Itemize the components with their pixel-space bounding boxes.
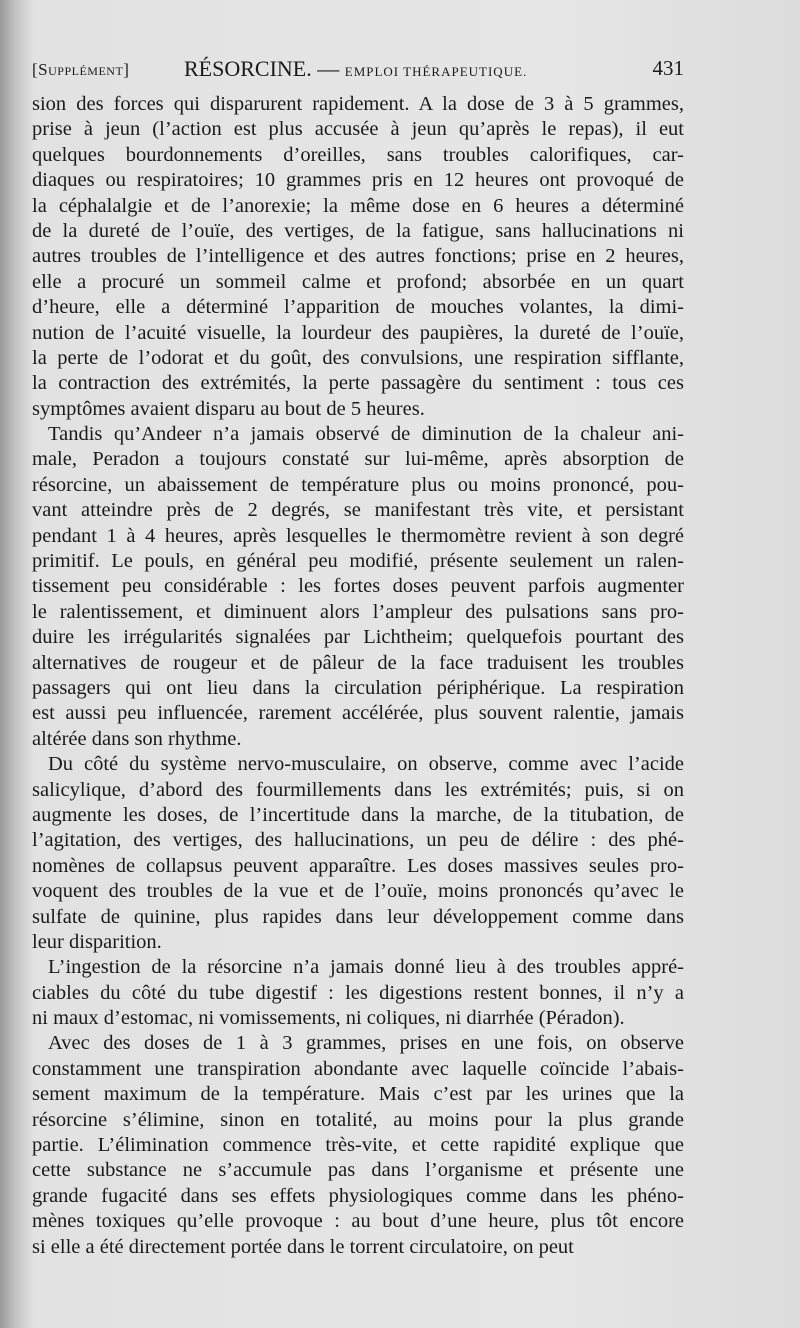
- text-line: grande fugacité dans ses effets physiologiques comme dans les phéno-: [32, 1184, 684, 1207]
- text-line: tissement peu considérable : les fortes doses peuvent parfois augmenter: [32, 575, 684, 598]
- text-line: diaques ou respiratoires; 10 grammes pris en 12 heures ont provoqué de: [32, 169, 684, 192]
- text-line: résorcine s’élimine, sinon en totalité, au moins pour la plus grande: [32, 1108, 684, 1131]
- text-line: la céphalalgie et de l’anorexie; la même dose en 6 heures a déterminé: [32, 194, 684, 217]
- text-line: leur disparition.: [32, 930, 162, 953]
- text-line: le ralentissement, et diminuent alors l’ampleur des pulsations sans pro-: [32, 600, 684, 623]
- page-number: 431: [652, 56, 684, 80]
- text-line: partie. L’élimination commence très-vite, et cette rapidité explique que: [32, 1134, 684, 1157]
- text-line: quelques bourdonnements d’oreilles, sans troubles calorifiques, car-: [32, 143, 684, 166]
- text-line: sion des forces qui disparurent rapidement. A la dose de 3 à 5 grammes,: [32, 93, 684, 115]
- paragraph: [32, 752, 684, 955]
- text-line: constamment une transpiration abondante avec laquelle coïncide l’abais-: [32, 1057, 684, 1080]
- text-line: salicylique, d’abord des fourmillements dans les extrémités; puis, si on: [32, 778, 684, 801]
- running-title-main: RÉSORCINE. —: [184, 56, 345, 81]
- text-line: l’agitation, des vertiges, des hallucinations, un peu de délire : des phé-: [32, 829, 684, 852]
- text-line: prise à jeun (l’action est plus accusée à jeun qu’après le repas), il eut: [32, 118, 684, 141]
- text-line: ciables du côté du tube digestif : les digestions restent bonnes, il n’y a: [32, 981, 684, 1004]
- text-line: Avec des doses de 1 à 3 grammes, prises en une fois, on observe: [48, 1032, 684, 1055]
- text-line: mènes toxiques qu’elle provoque : au bout d’une heure, plus tôt encore: [32, 1210, 684, 1233]
- text-line: sulfate de quinine, plus rapides dans leur développement comme dans: [32, 905, 684, 928]
- text-line: elle a procuré un sommeil calme et profond; absorbée en un quart: [32, 270, 684, 293]
- text-line: si elle a été directement portée dans le torrent circulatoire, on peut: [32, 1235, 574, 1258]
- running-title-sub: EMPLOI THÉRAPEUTIQUE.: [344, 64, 528, 79]
- paragraph: [32, 955, 684, 1031]
- running-header: [32, 56, 684, 86]
- text-line: est aussi peu influencée, rarement accélérée, plus souvent ralentie, jamais: [32, 702, 684, 725]
- text-line: nomènes de collapsus peuvent apparaître. Les doses massives seules pro-: [32, 854, 684, 877]
- text-line: la contraction des extrémités, la perte passagère du sentiment : tous ces: [32, 372, 684, 395]
- text-line: sement maximum de la température. Mais c’est par les urines que la: [32, 1083, 684, 1106]
- text-line: augmente les doses, de l’incertitude dans la marche, de la titubation, de: [32, 803, 684, 826]
- text-line: alternatives de rougeur et de pâleur de la face traduisent les troubles: [32, 651, 684, 674]
- text-line: symptômes avaient disparu au bout de 5 heures.: [32, 397, 425, 420]
- text-line: autres troubles de l’intelligence et des autres fonctions; prise en 2 heures,: [32, 245, 684, 268]
- paragraph: [32, 422, 684, 752]
- text-line: altérée dans son rhythme.: [32, 727, 242, 750]
- text-line: male, Peradon a toujours constaté sur lui-même, après absorption de: [32, 448, 684, 471]
- text-line: la perte de l’odorat et du goût, des convulsions, une respiration sifflante,: [32, 346, 684, 369]
- text-line: passagers qui ont lieu dans la circulation périphérique. La respiration: [32, 676, 684, 699]
- text-line: ni maux d’estomac, ni vomissements, ni coliques, ni diarrhée (Péradon).: [32, 1007, 625, 1030]
- text-line: vant atteindre près de 2 degrés, se manifestant très vite, et persistant: [32, 499, 684, 522]
- text-line: résorcine, un abaissement de température plus ou moins prononcé, pou-: [32, 473, 684, 496]
- body-text: [32, 92, 684, 1260]
- text-line: d’heure, elle a déterminé l’apparition de mouches volantes, la dimi-: [32, 296, 684, 319]
- text-line: L’ingestion de la résorcine n’a jamais donné lieu à des troubles appré-: [48, 956, 684, 979]
- text-line: nution de l’acuité visuelle, la lourdeur des paupières, la dureté de l’ouïe,: [32, 321, 684, 344]
- text-line: primitif. Le pouls, en général peu modifié, présente seulement un ralen-: [32, 550, 684, 573]
- paragraph: [32, 1031, 684, 1260]
- running-title: [184, 56, 527, 82]
- text-line: Du côté du système nervo-musculaire, on observe, comme avec l’acide: [48, 753, 684, 776]
- text-line: de la dureté de l’ouïe, des vertiges, de la fatigue, sans hallucinations ni: [32, 219, 684, 242]
- text-line: voquent des troubles de la vue et de l’ouïe, moins prononcés qu’avec le: [32, 880, 684, 903]
- text-line: duire les irrégularités signalées par Lichtheim; quelquefois pourtant des: [32, 626, 684, 649]
- text-line: cette substance ne s’accumule pas dans l’organisme et présente une: [32, 1159, 684, 1182]
- text-line: pendant 1 à 4 heures, après lesquelles le thermomètre revient à son degré: [32, 524, 684, 547]
- paragraph: [32, 92, 684, 422]
- section-label: [Supplément]: [32, 60, 130, 79]
- text-line: Tandis qu’Andeer n’a jamais observé de diminution de la chaleur ani-: [48, 423, 684, 446]
